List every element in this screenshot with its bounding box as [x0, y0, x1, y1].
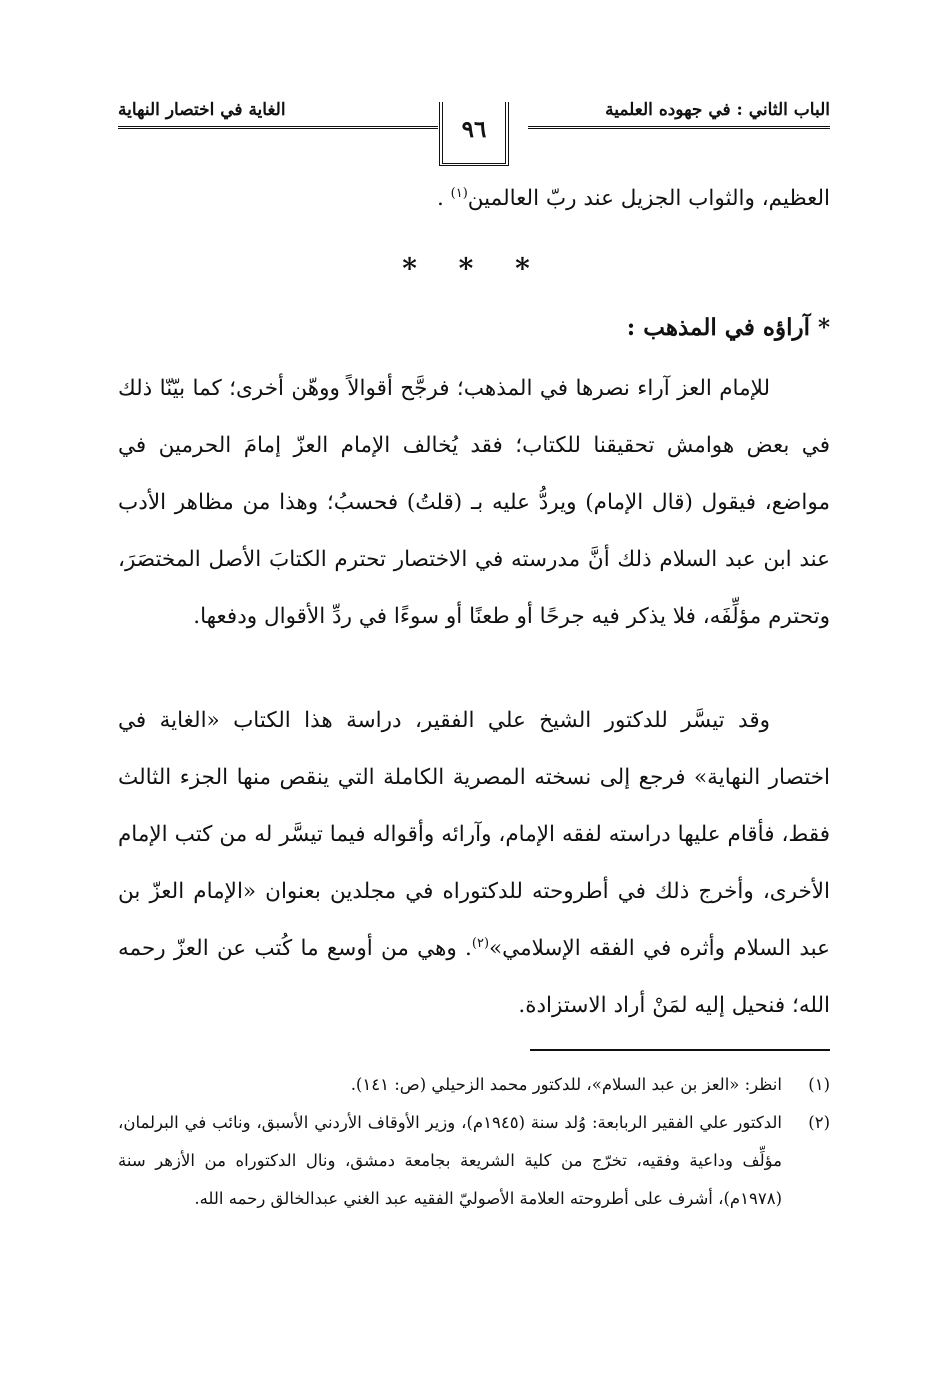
- chapter-title: الباب الثاني : في جهوده العلمية: [605, 100, 830, 120]
- paragraph-1-end: .: [436, 186, 444, 211]
- paragraph-1: [118, 170, 830, 227]
- footnote-2-number: (٢): [808, 1113, 830, 1132]
- book-title: الغاية في اختصار النهاية: [118, 100, 286, 120]
- running-header: [118, 96, 830, 176]
- footnote-2: [118, 1104, 830, 1218]
- section-heading: * آراؤه في المذهب :: [626, 314, 830, 341]
- footnote-1-number: (١): [808, 1075, 830, 1094]
- header-rule-left: [118, 126, 438, 129]
- footnote-1-text: انظر: «العز بن عبد السلام»، للدكتور محمد الزحيلي (ص: ١٤١).: [350, 1075, 782, 1094]
- footnote-2-text: الدكتور علي الفقير الربابعة: وُلد سنة (١٩٤٥م)، وزير الأوقاف الأردني الأسبق، ونائب في البرلمان، مؤلِّف وداعية وفقيه، تخرّج من كلية الشريعة بجامعة دمشق، ونال الدكتوراه من الأزهر سنة (١٩٧٨م)، أشرف على أطروحته العلامة الأصوليّ الفقيه عبد الغني عبدالخالق رحمه الله.: [118, 1113, 782, 1208]
- section-separator: * * *: [402, 252, 546, 285]
- footnote-1: [118, 1066, 830, 1104]
- page-number: ٩٦: [461, 116, 487, 143]
- paragraph-3-end: . وهي من أوسع ما كُتب عن العزّ رحمه الله؛ فنحيل إليه لمَنْ أراد الاستزادة.: [118, 936, 830, 1018]
- footnote-ref-2: (٢): [471, 935, 490, 951]
- page-number-frame: [439, 102, 509, 166]
- footnote-ref-1: (١): [450, 185, 468, 201]
- paragraph-1-text: العظيم، والثواب الجزيل عند ربّ العالمين: [467, 186, 830, 211]
- footnote-rule: [530, 1049, 830, 1051]
- paragraph-3: [118, 692, 830, 1034]
- paragraph-2: للإمام العز آراء نصرها في المذهب؛ فرجَّح أقوالاً ووهّن أخرى؛ كما بيّنّا ذلك في بعض هوامش تحقيقنا للكتاب؛ فقد يُخالف الإمام العزّ إمامَ الحرمين في مواضع، فيقول (قال الإمام) ويردُّ عليه بـ (قلتُ) فحسبُ؛ وهذا من مظاهر الأدب عند ابن عبد السلام ذلك أنَّ مدرسته في الاختصار تحترم الكتابَ الأصل المختصَرَ، وتحترم مؤلِّفَه، فلا يذكر فيه جرحًا أو طعنًا أو سوءًا في ردِّ الأقوال ودفعها.: [118, 376, 830, 629]
- paragraph-3-text: وقد تيسَّر للدكتور الشيخ علي الفقير، دراسة هذا الكتاب «الغاية في اختصار النهاية» فرجع إلى نسخته المصرية الكاملة التي ينقص منها الجزء الثالث فقط، فأقام عليها دراسته لفقه الإمام، وآرائه وأقواله فيما تيسَّر له من كتب الإمام الأخرى، وأخرج ذلك في أطروحته للدكتوراه في مجلدين بعنوان «الإمام العزّ بن عبد السلام وأثره في الفقه الإسلامي»: [118, 708, 830, 961]
- footnotes: [118, 1066, 830, 1218]
- header-rule-right: [528, 126, 830, 129]
